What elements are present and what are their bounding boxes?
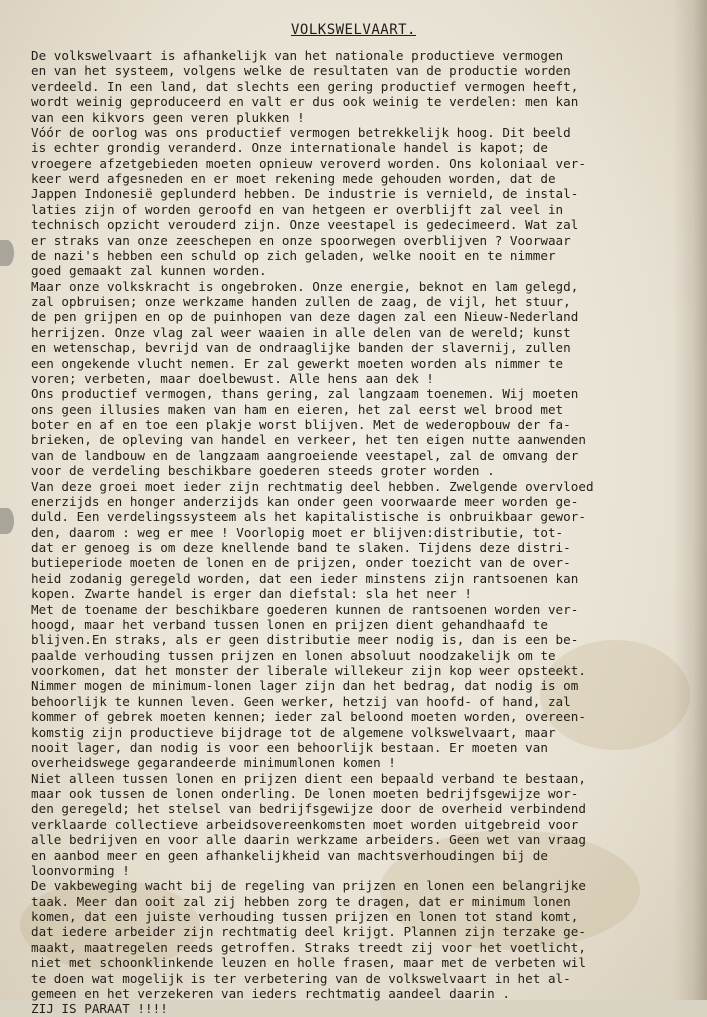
text-line: van de landbouw en de langzaam aangroeiende veestapel, zal de omvang der — [31, 447, 579, 463]
text-line: voren; verbeten, maar doelbewust. Alle hens aan dek ! — [31, 370, 434, 386]
text-line: butieperiode moeten de lonen en de prijzen, onder toezicht van de over- — [31, 555, 571, 571]
text-line: maar ook tussen de lonen onderling. De lonen moeten bedrijfsgewijze wor- — [31, 786, 579, 801]
text-line: heid zodanig geregeld worden, dat een ieder minstens zijn rantsoenen kan — [31, 570, 579, 586]
text-line: keer werd afgesneden en er moet rekening mede gehouden worden, dat de — [31, 171, 556, 186]
text-line: wordt weinig geproduceerd en valt er dus ook weinig te verdelen: men kan — [31, 94, 579, 110]
text-line: dat er genoeg is om deze knellende band te slaken. Tijdens deze distri- — [31, 540, 571, 555]
text-line: herrijzen. Onze vlag zal weer waaien in alle delen van de wereld; kunst — [31, 324, 571, 340]
text-line: te doen wat mogelijk is ter verbetering van de volkswelvaart in het al- — [31, 970, 571, 986]
text-line: goed gemaakt zal kunnen worden. — [31, 263, 267, 279]
text-line: zal opbruisen; onze werkzame handen zullen de zaag, de vijl, het stuur, — [31, 294, 571, 309]
text-line: de pen grijpen en op de puinhopen van deze dagen zal een Nieuw-Nederland — [31, 309, 579, 325]
text-line: Jappen Indonesië geplunderd hebben. De industrie is vernield, de instal- — [31, 186, 579, 202]
text-line: ZIJ IS PARAAT !!!! — [31, 1001, 168, 1017]
text-line: kopen. Zwarte handel is erger dan diefstal: sla het neer ! — [31, 586, 472, 602]
text-line: komstig zijn productieve bijdrage tot de algemene volkswelvaart, maar — [31, 724, 556, 740]
text-line: den, daarom : weg er mee ! Voorlopig moet er blijven:distributie, tot- — [31, 524, 564, 540]
text-line: gemeen en het verzekeren van ieders rechtmatig aandeel daarin . — [31, 985, 510, 1001]
text-line: behoorlijk te kunnen leven. Geen werker, hetzij van hoofd- of hand, zal — [31, 693, 571, 709]
text-line: er straks van onze zeeschepen en onze spoorwegen overblijven ? Voorwaar — [31, 232, 571, 248]
text-line: van een kikvors geen veren plukken ! — [31, 109, 305, 125]
text-line: kommer of gebrek moeten kennen; ieder zal beloond moeten worden, overeen- — [31, 709, 586, 725]
text-line: voor de verdeling beschikbare goederen steeds groter worden . — [31, 463, 495, 479]
text-line: en van het systeem, volgens welke de resultaten van de productie worden — [31, 63, 571, 79]
text-line: Nimmer mogen de minimum-lonen lager zijn dan het bedrag, dat nodig is om — [31, 678, 579, 694]
text-line: voorkomen, dat het monster der liberale willekeur zijn kop weer opsteekt. — [31, 663, 586, 678]
text-line: De volkswelvaart is afhankelijk van het nationale productieve vermogen — [31, 48, 564, 63]
text-line: verklaarde collectieve arbeidsovereenkomsten moet worden uitgebreid voor — [31, 816, 579, 832]
text-line: overheidswege gegarandeerde minimumlonen komen ! — [31, 755, 396, 771]
text-line: Vóór de oorlog was ons productief vermogen betrekkelijk hoog. Dit beeld — [31, 124, 571, 140]
text-line: enerzijds en honger anderzijds kan onder geen voorwaarde meer worden ge- — [31, 493, 579, 509]
text-line: paalde verhouding tussen prijzen en lonen absoluut noodzakelijk om te — [31, 647, 556, 663]
text-line: nooit lager, dan nodig is voor een behoorlijk bestaan. Er moeten van — [31, 739, 548, 755]
text-line: maakt, maatregelen reeds getroffen. Straks treedt zij voor het voetlicht, — [31, 939, 586, 955]
text-line: ons geen illusies maken van ham en eieren, het zal eerst wel brood met — [31, 401, 564, 417]
text-line: komen, dat een juiste verhouding tussen prijzen en lonen tot stand komt, — [31, 909, 579, 924]
text-line: de nazi's hebben een schuld op zich geladen, welke nooit en te nimmer — [31, 247, 556, 263]
text-line: laties zijn of worden geroofd en van hetgeen er overblijft zal veel in — [31, 201, 564, 217]
punch-hole — [0, 240, 14, 266]
page-edge-shadow — [673, 0, 707, 1000]
text-line: den geregeld; het stelsel van bedrijfsgewijze door de overheid verbindend — [31, 801, 586, 817]
text-line: Van deze groei moet ieder zijn rechtmatig deel hebben. Zwelgende overvloed — [31, 478, 594, 494]
text-line: Met de toename der beschikbare goederen kunnen de rantsoenen worden ver- — [31, 601, 579, 617]
text-line: vroegere afzetgebieden moeten opnieuw veroverd worden. Ons koloniaal ver- — [31, 155, 586, 171]
text-line: hoogd, maar het verband tussen lonen en prijzen dient gehandhaafd te — [31, 616, 548, 632]
text-line: Ons productief vermogen, thans gering, zal langzaam toenemen. Wij moeten — [31, 386, 579, 402]
text-line: alle bedrijven en voor alle daarin werkzame arbeiders. Geen wet van vraag — [31, 832, 586, 848]
text-line: taak. Meer dan ooit zal zij hebben zorg te dragen, dat er minimum lonen — [31, 893, 571, 909]
document-body — [31, 48, 671, 1017]
text-line: Maar onze volkskracht is ongebroken. Onze energie, beknot en lam gelegd, — [31, 278, 579, 294]
text-line: technisch opzicht verouderd zijn. Onze veestapel is gedecimeerd. Wat zal — [31, 217, 579, 233]
text-line: een ongekende vlucht nemen. Er zal gewerkt moeten worden als nimmer te — [31, 355, 564, 371]
punch-hole — [0, 508, 14, 534]
text-line: dat iedere arbeider zijn rechtmatig deel krijgt. Plannen zijn terzake ge- — [31, 924, 586, 940]
text-line: loonvorming ! — [31, 862, 130, 878]
page-title: VOLKSWELVAART. — [290, 22, 416, 38]
text-line: niet met schoonklinkende leuzen en holle frasen, maar met de verbeten wil — [31, 955, 586, 971]
text-line: boter en af en toe een plakje worst blijven. Met de wederopbouw der fa- — [31, 417, 571, 432]
text-line: brieken, de opleving van handel en verkeer, het ten eigen nutte aanwenden — [31, 432, 586, 448]
text-line: en wetenschap, bevrijd van de ondraaglijke banden der slavernij, zullen — [31, 340, 571, 356]
text-line: verdeeld. In een land, dat slechts een gering productief vermogen heeft, — [31, 78, 579, 94]
text-line: en aanbod meer en geen afhankelijkheid van machtsverhoudingen bij de — [31, 847, 548, 863]
text-line: De vakbeweging wacht bij de regeling van prijzen en lonen een belangrijke — [31, 878, 586, 894]
text-line: is echter grondig veranderd. Onze internationale handel is kapot; de — [31, 140, 548, 156]
text-line: blijven.En straks, als er geen distributie meer nodig is, dan is een be- — [31, 632, 579, 648]
text-line: duld. Een verdelingssysteem als het kapitalistische is onbruikbaar gewor- — [31, 509, 586, 525]
text-line: Niet alleen tussen lonen en prijzen dient een bepaald verband te bestaan, — [31, 770, 586, 786]
